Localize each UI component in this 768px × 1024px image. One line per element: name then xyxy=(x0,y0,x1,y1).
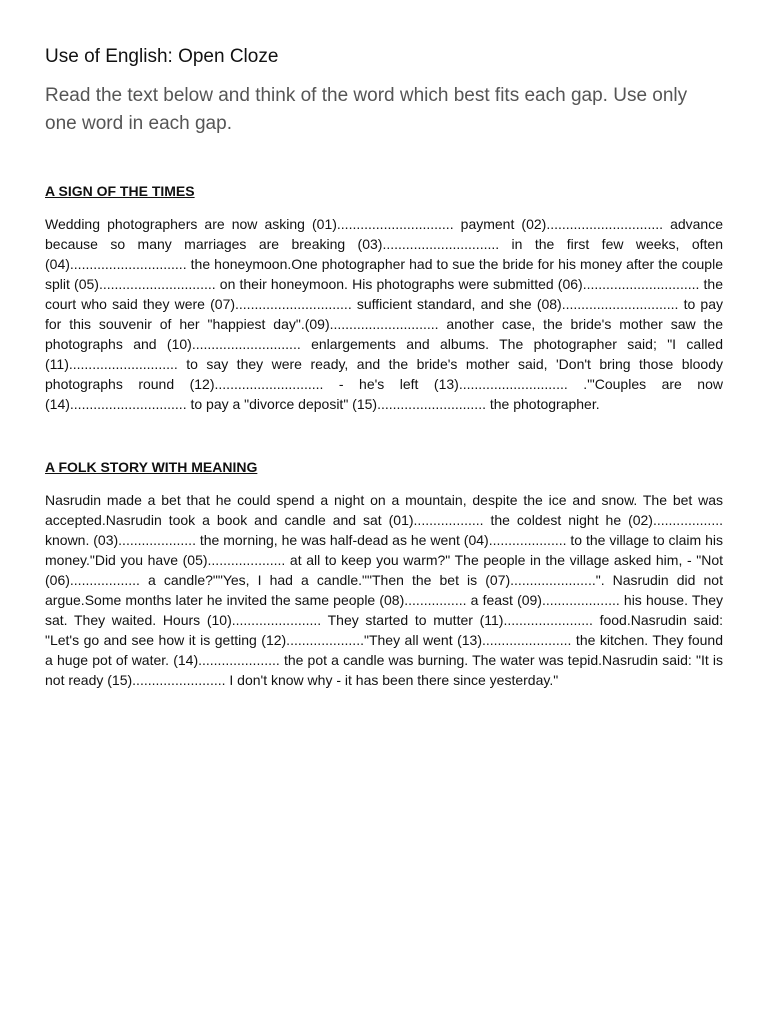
instructions-text: Read the text below and think of the word which best fits each gap. Use only one word in each gap. xyxy=(45,85,688,134)
section-sign-of-the-times xyxy=(45,182,723,414)
cloze-passage: Wedding photographers are now asking (01).............................. payment (02).............................. advance because so many marriages are breaking (03).............................. in the first few weeks, often (04).............................. the honeymoon.One photographer had to sue the bride for his money after the couple split (05).............................. on their honeymoon. His photographs were submitted (06).............................. the court who said they were (07).............................. sufficient standard, and she (08).............................. to pay for this souvenir of her "happiest day".(09)............................ another case, the bride's mother saw the photographs and (10)............................ enlargements and albums. The photographer said; "I called (11)............................ to say they were ready, and the bride's mother said, 'Don't bring those bloody photographs round (12)............................ - he's left (13)............................ .'"Couples are now (14).............................. to pay a "divorce deposit" (15)............................ the photographer. xyxy=(45,216,723,412)
section-heading: A SIGN OF THE TIMES xyxy=(45,183,195,199)
cloze-passage: Nasrudin made a bet that he could spend a night on a mountain, despite the ice and snow. The bet was accepted.Nasrudin took a book and candle and sat (01).................. the coldest night he (02).................. known. (03).................... the morning, he was half-dead as he went (04).................... to the village to claim his money."Did you have (05).................... at all to keep you warm?" The people in the village asked him, - "Not (06).................. a candle?""Yes, I had a candle.""Then the bet is (07)......................". Nasrudin did not argue.Some months later he invited the same people (08)................ a feast (09).................... his house. They sat. They waited. Hours (10)....................... They started to mutter (11)....................... food.Nasrudin said: "Let's go and see how it is getting (12)...................."They all went (13)....................... the kitchen. They found a huge pot of water. (14)..................... the pot a candle was burning. The water was tepid.Nasrudin said: "It is not ready (15)........................ I don't know why - it has been there since yesterday." xyxy=(45,492,723,688)
section-heading: A FOLK STORY WITH MEANING xyxy=(45,459,258,475)
section-folk-story xyxy=(45,458,723,690)
document-title: Use of English: Open Cloze xyxy=(45,46,279,67)
